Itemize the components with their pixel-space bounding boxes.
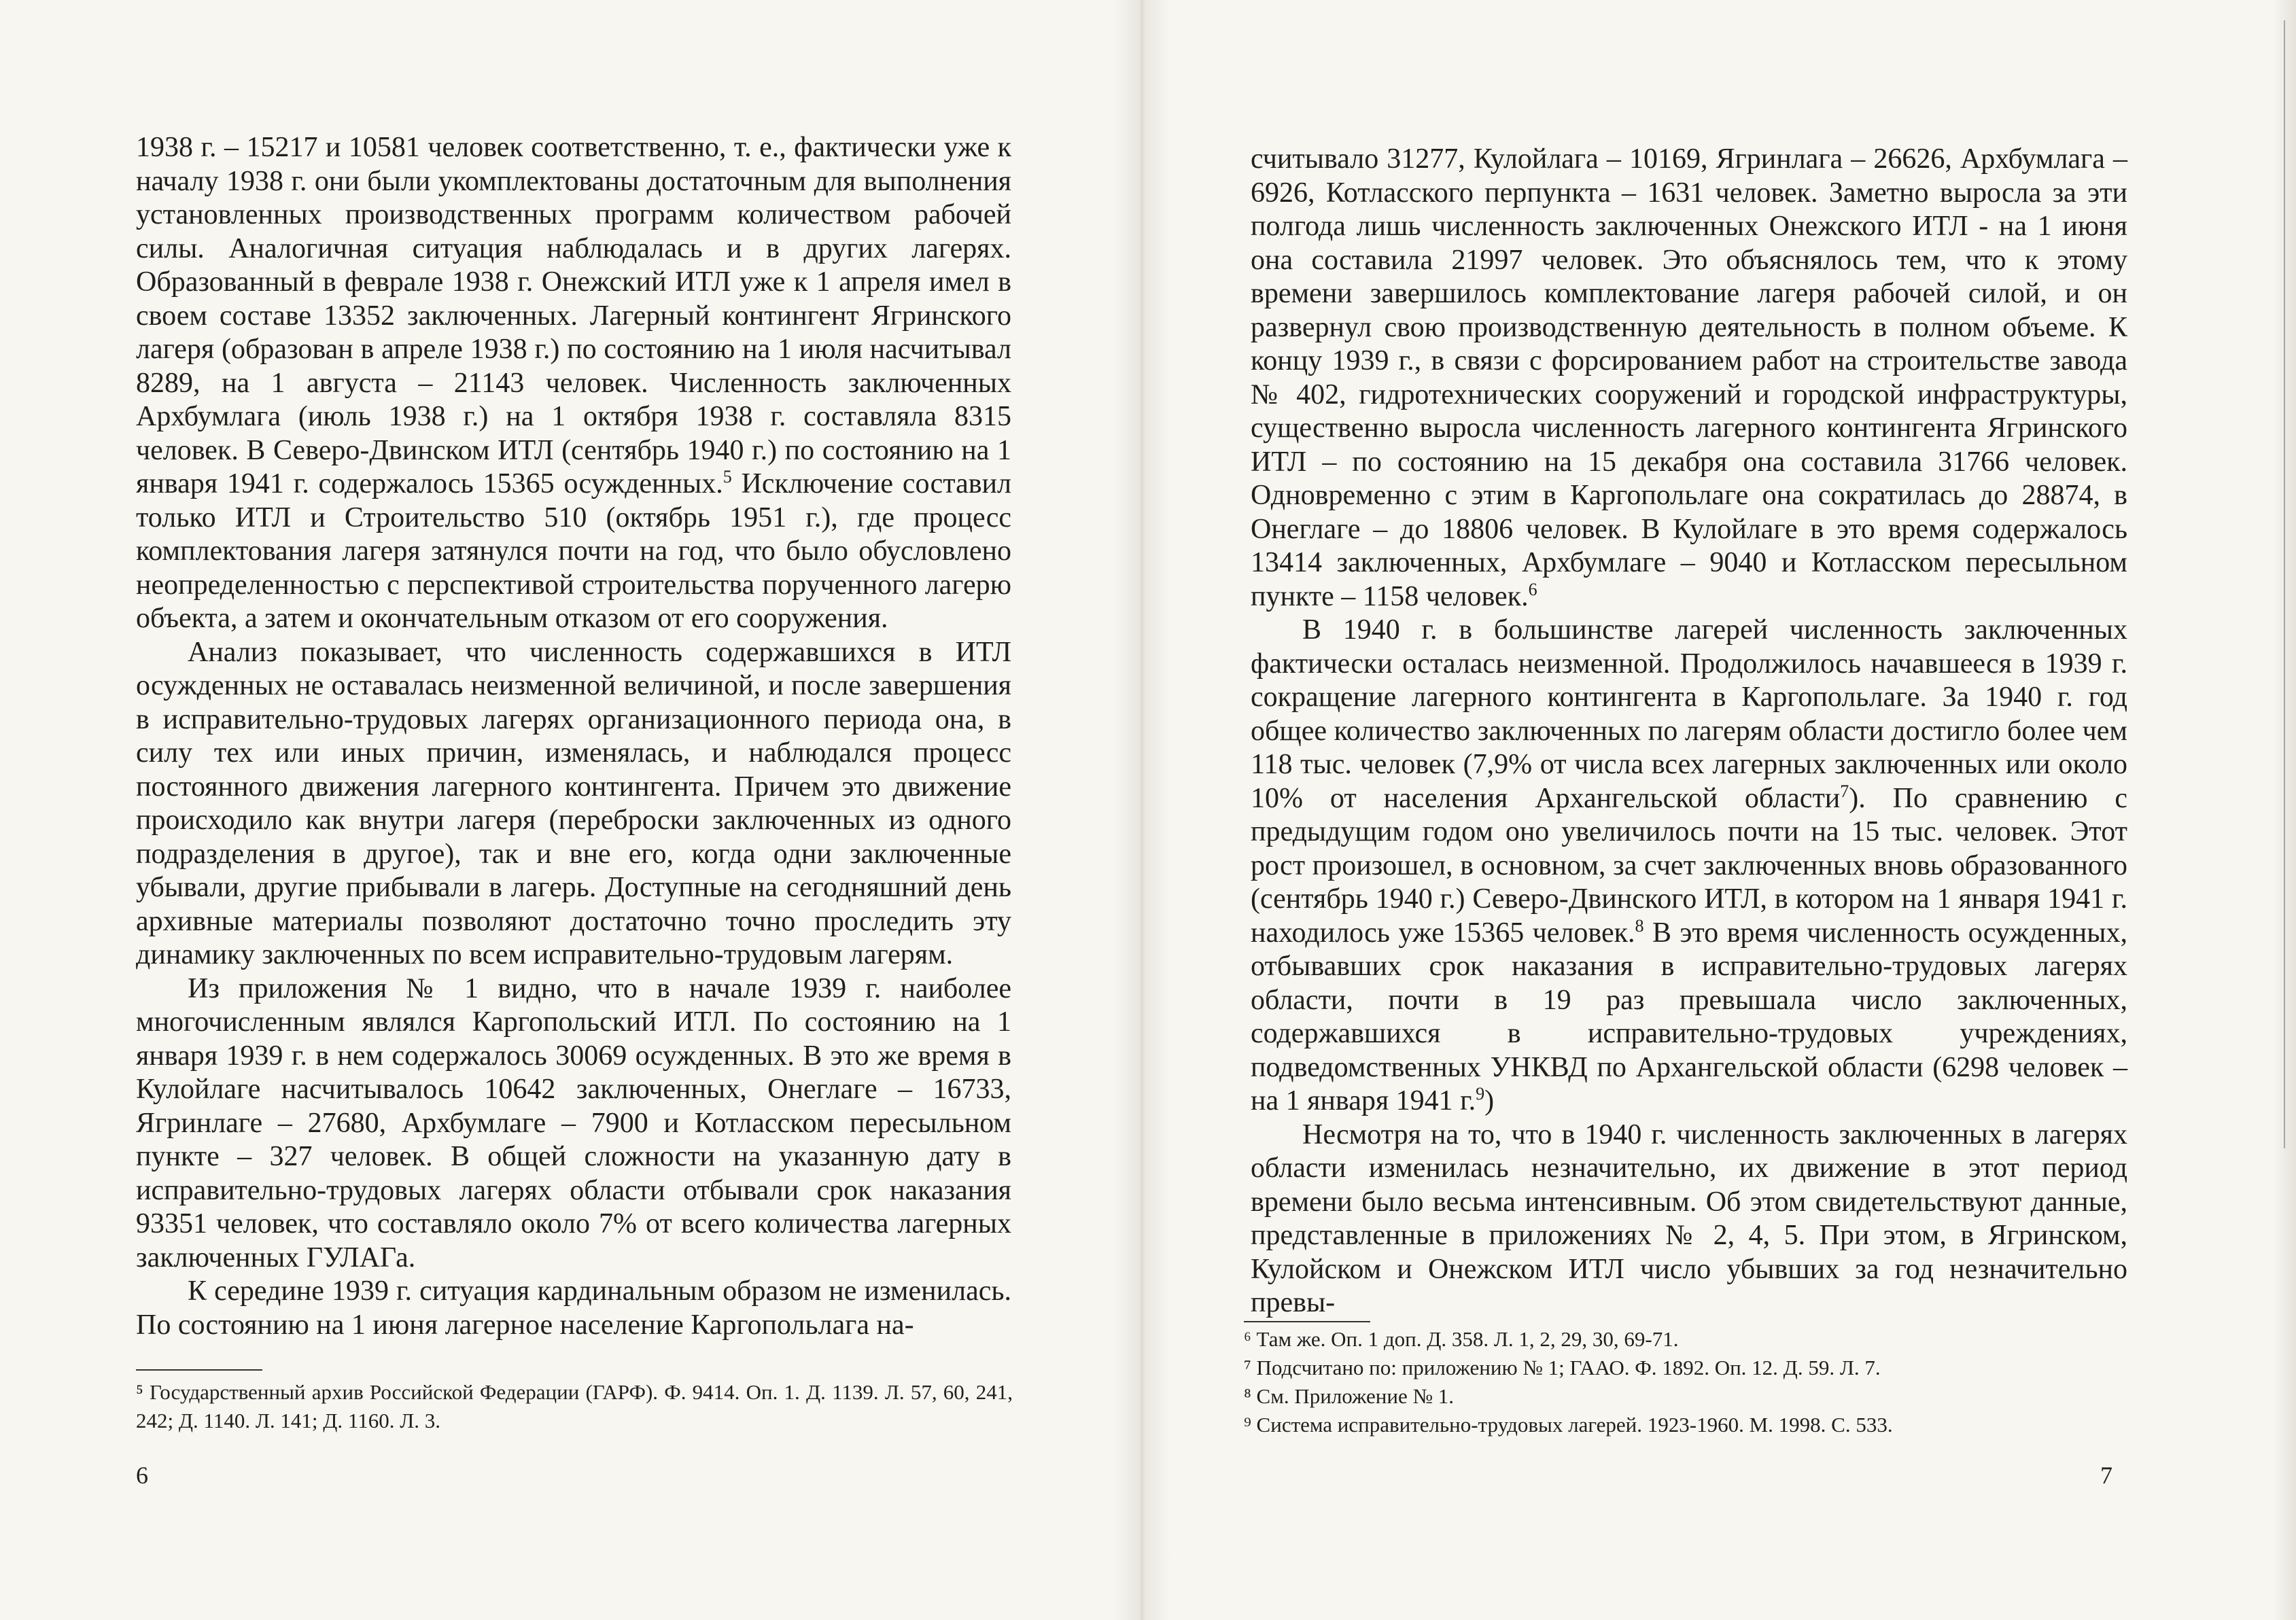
page-number-right: 7	[2100, 1462, 2112, 1489]
footnote: ⁷ Подсчитано по: приложению № 1; ГААО. Ф. 1892. Оп. 12. Д. 59. Л. 7.	[1244, 1356, 1881, 1379]
footnote: ⁹ Система исправительно-трудовых лагерей. 1923-1960. М. 1998. С. 533.	[1244, 1413, 1893, 1437]
page-edge	[2273, 0, 2296, 1620]
paragraph: считывало 31277, Кулойлага – 10169, Ягринлага – 26626, Архбумлага – 6926, Котласского перпункта – 1631 человек. Заметно выросла за эти полгода лишь численность заключенных Онежского ИТЛ - на 1 июня она составила 21997 человек. Это объяснялось тем, что к этому времени завершилось комплектование лагеря рабочей силой, и он развернул свою производственную деятельность в полном объеме. К концу 1939 г., в связи с форсированием работ на строительстве завода № 402, гидротехнических сооружений и городской инфраструктуры, существенно выросла численность лагерного контингента Ягринского ИТЛ – по состоянию на 15 декабря она составила 31766 человек. Одновременно с этим в Каргопольлаге она сократилась до 28874, в Онеглаге – до 18806 человек. В Кулойлаге в это время содержалось 13414 заключенных, Архбумлаге – 9040 и Котласском пересыльном пункте – 1158 человек.$^6$	[1251, 143, 2127, 612]
left-footnotes	[136, 1378, 1013, 1435]
right-page-body	[1251, 143, 2127, 1320]
footnote-ref[interactable]: 9	[1476, 1084, 1485, 1104]
paragraph: В 1940 г. в большинстве лагерей численность заключенных фактически осталась неизменной. Продолжилось начавшееся в 1939 г. сокращение лагерного контингента в Каргопольлаге. За 1940 г. год общее количество заключенных по лагерям области достигло более чем 118 тыс. человек (7,9% от числа всех лагерных заключенных или около 10% от населения Архангельской области$^7$). По сравнению с предыдущим годом оно увеличилось почти на 15 тыс. человек. Этот рост произошел, в основном, за счет заключенных вновь образованного (сентябрь 1940 г.) Северо-Двинского ИТЛ, в котором на 1 января 1941 г. находилось уже 15365 человек.$^8$ В это время численность осужденных, отбывавших срок наказания в исправительно-трудовых лагерях области, почти в 19 раз превышала число заключенных, содержавшихся в исправительно-трудовых учреждениях, подведомственных УНКВД по Архангельской области (6298 человек – на 1 января 1941 г.$^9$)	[1251, 614, 2127, 1116]
footnote-ref[interactable]: 6	[1528, 579, 1537, 599]
footnote-ref[interactable]: 7	[1840, 781, 1849, 801]
footnote: ⁶ Там же. Оп. 1 доп. Д. 358. Л. 1, 2, 29, 30, 69-71.	[1244, 1327, 1679, 1351]
page-number-left: 6	[136, 1462, 148, 1489]
footnote-divider	[136, 1369, 262, 1371]
footnote: ⁵ Государственный архив Российской Федерации (ГАРФ). Ф. 9414. Оп. 1. Д. 1139. Л. 57, 60, 241, 242; Д. 1140. Л. 141; Д. 1160. Л. 3.	[136, 1380, 1013, 1432]
paragraph: Из приложения № 1 видно, что в начале 1939 г. наиболее многочисленным являлся Каргопольский ИТЛ. По состоянию на 1 января 1939 г. в нем содержалось 30069 осужденных. В это же время в Кулойлаге насчитывалось 10642 заключенных, Онеглаге – 16733, Ягринлаге – 27680, Архбумлаге – 7900 и Котласском пересыльном пункте – 327 человек. В общей сложности на указанную дату в исправительно-трудовых лагерях области отбывали срок наказания 93351 человек, что составляло около 7% от всего количества лагерных заключенных ГУЛАГа.	[136, 972, 1011, 1273]
paragraph: Анализ показывает, что численность содержавшихся в ИТЛ осужденных не оставалась неизменной величиной, и после завершения в исправительно-трудовых лагерях организационного периода она, в силу тех или иных причин, изменялась, и наблюдался процесс постоянного движения лагерного контингента. Причем это движение происходило как внутри лагеря (переброски заключенных из одного подразделения в другое), так и вне его, когда одни заключенные убывали, другие прибывали в лагерь. Доступные на сегодняшний день архивные материалы позволяют достаточно точно проследить эту динамику заключенных по всем исправительно-трудовым лагерям.	[136, 636, 1011, 970]
paragraph: К середине 1939 г. ситуация кардинальным образом не изменилась. По состоянию на 1 июня лагерное население Каргопольлага на-	[136, 1275, 1011, 1341]
footnote: ⁸ См. Приложение № 1.	[1244, 1384, 1455, 1408]
left-page-body	[136, 131, 1011, 1342]
paragraph: 1938 г. – 15217 и 10581 человек соответственно, т. е., фактически уже к началу 1938 г. они были укомплектованы достаточным для выполнения установленных производственных программ количеством рабочей силы. Аналогичная ситуация наблюдалась и в других лагерях. Образованный в феврале 1938 г. Онежский ИТЛ уже к 1 апреля имел в своем составе 13352 заключенных. Лагерный контингент Ягринского лагеря (образован в апреле 1938 г.) по состоянию на 1 июля насчитывал 8289, на 1 августа – 21143 человек. Численность заключенных Архбумлага (июль 1938 г.) на 1 октября 1938 г. составляла 8315 человек. В Северо-Двинском ИТЛ (сентябрь 1940 г.) по состоянию на 1 января 1941 г. содержалось 15365 осужденных.$^5$ Исключение составил только ИТЛ и Строительство 510 (октябрь 1951 г.), где процесс комплектования лагеря затянулся почти на год, что было обусловлено неопределенностью с перспективой строительства порученного лагерю объекта, а затем и окончательным отказом от его сооружения.	[136, 132, 1011, 634]
right-footnotes	[1244, 1325, 2127, 1439]
footnote-ref[interactable]: 8	[1635, 915, 1644, 936]
paragraph: Несмотря на то, что в 1940 г. численность заключенных в лагерях области изменилась незначительно, их движение в этот период времени было весьма интенсивным. Об этом свидетельствуют данные, представленные в приложениях № 2, 4, 5. При этом, в Ягринском, Кулойском и Онежском ИТЛ число убывших за год незначительно превы-	[1251, 1119, 2127, 1318]
footnote-ref[interactable]: 5	[723, 467, 732, 487]
footnote-divider	[1244, 1321, 1370, 1322]
book-gutter	[1113, 0, 1170, 1620]
